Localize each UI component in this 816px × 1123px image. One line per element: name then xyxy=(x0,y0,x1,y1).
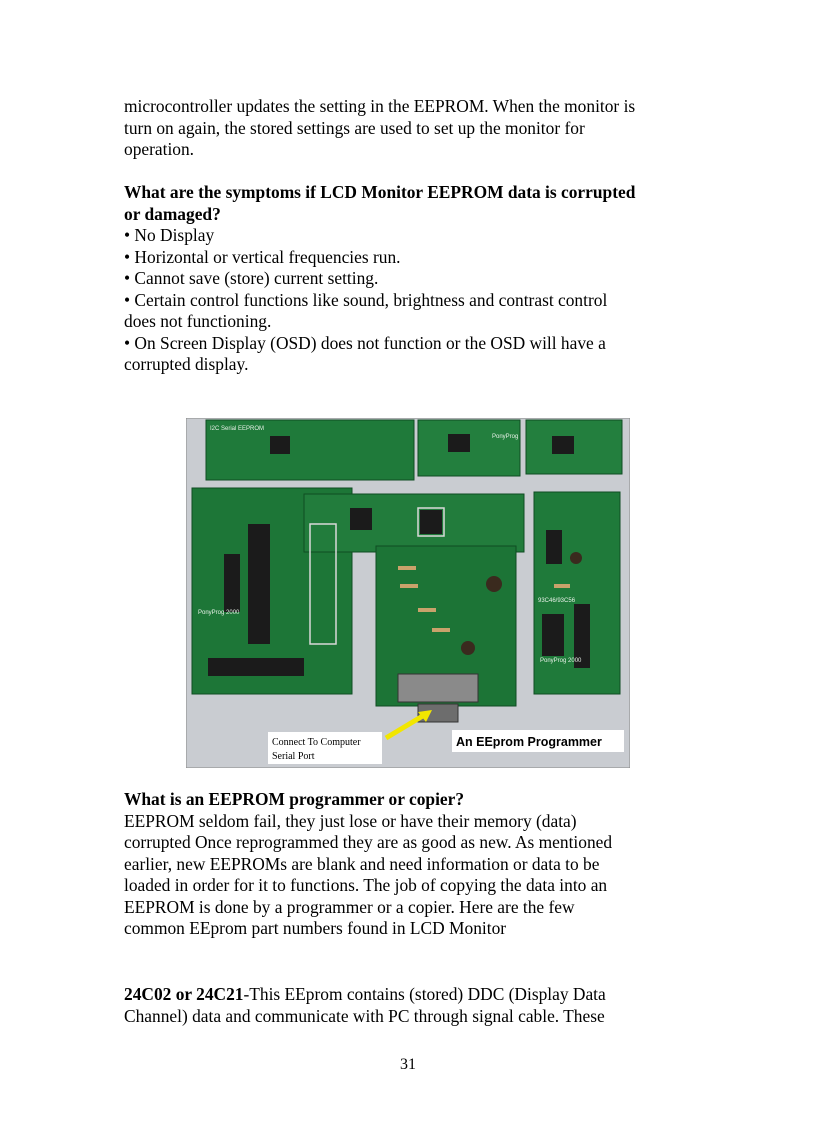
symptoms-heading: or damaged? xyxy=(124,203,221,224)
programmer-line: EEPROM seldom fail, they just lose or have their memory (data) xyxy=(124,810,577,831)
part-description: -This EEprom contains (stored) DDC (Display Data xyxy=(243,984,606,1004)
intro-line: operation. xyxy=(124,139,195,159)
symptom-item: • Cannot save (store) current setting. xyxy=(124,268,379,288)
intro-line: turn on again, the stored settings are used to set up the monitor for xyxy=(124,117,585,138)
symptom-item: • On Screen Display (OSD) does not function or the OSD will have a xyxy=(124,332,606,353)
programmer-line: loaded in order for it to functions. The job of copying the data into an xyxy=(124,875,608,895)
programmer-section xyxy=(124,789,704,940)
eeprom-programmer-photo xyxy=(186,418,630,768)
page-number: 31 xyxy=(400,1056,416,1073)
board-label: PonyProg 2000 xyxy=(540,658,582,664)
part-line xyxy=(124,984,704,1006)
symptom-item: • No Display xyxy=(124,225,215,245)
part-24c02-paragraph xyxy=(124,984,704,1027)
symptoms-section xyxy=(124,182,704,376)
intro-paragraph xyxy=(124,96,704,161)
symptom-item: • Certain control functions like sound, brightness and contrast control xyxy=(124,289,608,310)
programmer-line: earlier, new EEPROMs are blank and need information or data to be xyxy=(124,853,600,874)
symptom-item: corrupted display. xyxy=(124,354,249,374)
programmer-heading: What is an EEPROM programmer or copier? xyxy=(124,789,465,809)
callout-serial-port-line1: Connect To Computer xyxy=(272,737,361,748)
symptoms-heading: What are the symptoms if LCD Monitor EEPROM data is corrupted xyxy=(124,182,636,202)
programmer-line: common EEprom part numbers found in LCD Monitor xyxy=(124,918,507,938)
symptom-item: does not functioning. xyxy=(124,311,272,331)
board-label: 93C46/93C56 xyxy=(538,598,576,604)
intro-line: microcontroller updates the setting in the EEPROM. When the monitor is xyxy=(124,96,636,116)
programmer-line: corrupted Once reprogrammed they are as good as new. As mentioned xyxy=(124,832,613,852)
callout-serial-port-line2: Serial Port xyxy=(272,751,315,762)
part-number: 24C02 or 24C21 xyxy=(124,984,244,1004)
callout-eeprom-programmer: An EEprom Programmer xyxy=(456,735,602,749)
symptom-item: • Horizontal or vertical frequencies run. xyxy=(124,246,401,267)
board-label: PonyProg xyxy=(492,434,519,440)
part-line: Channel) data and communicate with PC through signal cable. These xyxy=(124,1005,605,1026)
board-label: PonyProg 2000 xyxy=(198,610,240,616)
board-label: I2C Serial EEPROM xyxy=(210,426,265,432)
programmer-line: EEPROM is done by a programmer or a copier. Here are the few xyxy=(124,896,575,917)
